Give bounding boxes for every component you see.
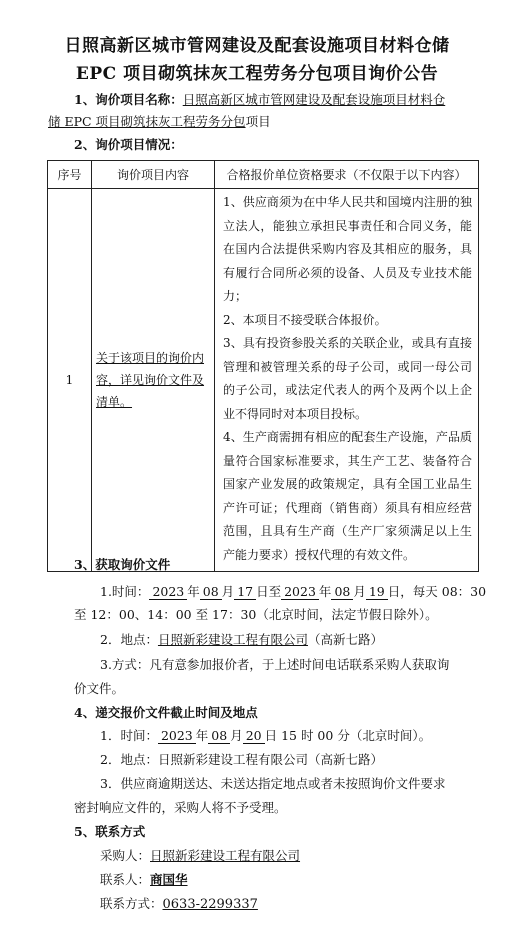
daily-hours: 日，每天 08：30 <box>387 584 487 599</box>
inquiry-table <box>47 160 479 572</box>
deadline-year: 2023 <box>158 729 196 744</box>
header-no: 序号 <box>48 161 92 189</box>
section-3-time-line-2: 至 12：00、14：00 至 17：30（北京时间，法定节假日除外）。 <box>74 607 438 622</box>
start-month: 08 <box>200 585 222 600</box>
deadline-day: 20 <box>243 729 265 744</box>
section-4-label: 4、递交报价文件截止时间及地点 <box>74 705 258 720</box>
end-month: 08 <box>331 585 353 600</box>
section-4-note-line-2: 密封响应文件的，采购人将不予受理。 <box>74 800 287 815</box>
requirement-2: 2、本项目不接受联合体报价。 <box>223 312 387 327</box>
day-unit: 日至 <box>256 584 282 599</box>
section-5-line <box>74 820 145 844</box>
header-content: 询价项目内容 <box>92 161 215 189</box>
deadline-label: 1．时间： <box>100 728 158 743</box>
month-unit: 月 <box>221 584 235 599</box>
place-note: （高新七路） <box>307 632 383 647</box>
buyer-value: 日照新彩建设工程有限公司 <box>150 848 301 863</box>
requirement-1: 1、供应商须为在中华人民共和国境内注册的独立法人，能独立承担民事责任和合同义务，能在国内合法提供采购内容及其相应的服务，具有履行合同所必须的设备、人员及专业技术能力； <box>223 195 472 303</box>
deadline-time: 日 15 时 00 分（北京时间）。 <box>264 728 432 743</box>
section-4-time-line <box>100 724 431 748</box>
buyer-label: 采购人： <box>100 848 151 863</box>
year-unit: 年 <box>318 584 332 599</box>
section-2-label: 2、询价项目情况： <box>74 137 183 152</box>
section-2-line <box>74 133 183 157</box>
section-1-line-2 <box>48 110 271 134</box>
title-line-1: 日照高新区城市管网建设及配套设施项目材料仓储 <box>64 36 450 56</box>
section-4-place-line: 2．地点：日照新彩建设工程有限公司（高新七路） <box>100 752 383 767</box>
start-day: 17 <box>234 585 256 600</box>
title-line-2: EPC 项目砌筑抹灰工程劳务分包项目询价公告 <box>75 64 439 84</box>
phone-value: 0633-2299337 <box>162 897 258 912</box>
table-row <box>48 189 479 572</box>
buyer-line <box>100 844 300 868</box>
month-unit: 月 <box>230 728 243 743</box>
requirement-4: 4、生产商需拥有相应的配套生产设施，产品质量符合国家标准要求，其生产工艺、装备符合国家产业发展的政策规定，具有全国工业品生产许可证；代理商（销售商）须具有相应经营范围，且具有生产商（生产厂家须满足以上生产能力要求）授权代理的有效文件。 <box>223 430 472 562</box>
row-content-text: 关于该项目的询价内容，详见询价文件及清单。 <box>96 351 205 409</box>
requirement-3: 3、具有投资参股关系的关联企业，或具有直接管理和被管理关系的母子公司，或同一母公司的子公司，或法定代表人的两个及两个以上企业不得同时对本项目投标。 <box>223 336 472 421</box>
place-value: 日照新彩建设工程有限公司 <box>157 632 308 647</box>
header-requirements: 合格报价单位资格要求（不仅限于以下内容） <box>215 161 479 189</box>
table-header-row <box>48 161 479 189</box>
section-4-line <box>74 701 258 725</box>
project-name-part-1: 日照高新区城市管网建设及配套设施项目材料仓 <box>182 92 446 107</box>
year-unit: 年 <box>195 728 209 743</box>
year-unit: 年 <box>187 584 200 599</box>
contact-label: 联系人： <box>100 872 151 887</box>
section-3-place-line <box>100 628 383 652</box>
section-3-method-line-1: 3.方式：凡有意参加报价者，于上述时间电话联系采购人获取询 <box>100 657 450 672</box>
row-content <box>92 189 215 572</box>
project-name-part-2: 储 EPC 项目砌筑抹灰工程劳务分包 <box>48 114 246 129</box>
time-label: 1.时间： <box>100 584 150 599</box>
contact-line <box>100 868 188 892</box>
section-1-line-1 <box>74 88 445 112</box>
section-1-label: 1、询价项目名称： <box>74 92 183 107</box>
deadline-month: 08 <box>208 729 230 744</box>
place-label: 2．地点： <box>100 632 158 647</box>
phone-line <box>100 892 258 917</box>
row-no: 1 <box>48 189 92 572</box>
start-year: 2023 <box>149 585 187 600</box>
section-3-label: 3、获取询价文件 <box>74 557 171 572</box>
month-unit: 月 <box>353 584 366 599</box>
phone-label: 联系方式： <box>100 896 163 911</box>
project-suffix: 项目 <box>245 114 271 129</box>
section-5-label: 5、联系方式 <box>74 824 146 839</box>
end-year: 2023 <box>281 585 319 600</box>
end-day: 19 <box>366 585 388 600</box>
contact-value: 商国华 <box>150 872 188 887</box>
section-3-time-line-1 <box>100 580 486 604</box>
row-requirements <box>215 189 479 572</box>
section-4-note-line-1: 3．供应商逾期送达、未送达指定地点或者未按照询价文件要求 <box>100 776 446 791</box>
section-3-line <box>74 553 170 577</box>
section-3-method-line-2: 价文件。 <box>74 681 125 696</box>
